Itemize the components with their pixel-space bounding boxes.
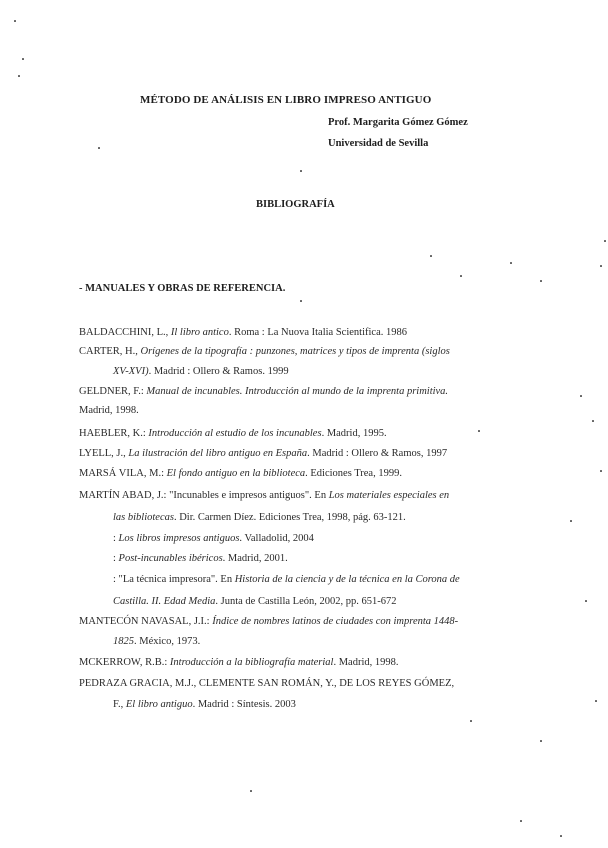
reference-line — [113, 553, 288, 564]
reference-text: LYELL, J., — [79, 448, 129, 459]
scan-speck — [604, 240, 606, 242]
scan-speck — [600, 470, 602, 472]
reference-text: MCKERROW, R.B.: — [79, 657, 170, 668]
scan-speck — [250, 790, 252, 792]
scan-speck — [540, 740, 542, 742]
scan-speck — [560, 835, 562, 837]
reference-text: . Dir. Carmen Díez. Ediciones Trea, 1998, pág. 63-121. — [173, 512, 406, 523]
reference-title-italic: las bibliotecas — [113, 512, 174, 523]
reference-title-italic: Orígenes de la tipografía : punzones, matrices y tipos de imprenta (siglos — [140, 346, 450, 357]
reference-line — [113, 574, 460, 585]
reference-line — [79, 386, 448, 397]
reference-text: HAEBLER, K.: — [79, 428, 149, 439]
scan-speck — [460, 275, 462, 277]
scan-speck — [14, 20, 16, 22]
reference-line — [113, 533, 314, 544]
reference-title-italic: Il libro antico — [170, 327, 229, 338]
reference-line — [113, 699, 296, 710]
reference-line — [113, 512, 406, 523]
reference-title-italic: Introducción al estudio de los incunables — [148, 428, 322, 439]
scan-speck — [540, 280, 542, 282]
reference-text: . Madrid : Ollero & Ramos. 1999 — [148, 366, 289, 377]
scan-speck — [510, 262, 512, 264]
institution-name: Universidad de Sevilla — [328, 138, 429, 149]
reference-text: . Madrid, 2001. — [222, 553, 288, 564]
reference-text: GELDNER, F.: — [79, 386, 147, 397]
reference-text: . Madrid, 1998. — [333, 657, 399, 668]
reference-text: CARTER, H., — [79, 346, 141, 357]
reference-title-italic: Castilla. II. Edad Media — [113, 596, 216, 607]
scan-speck — [570, 520, 572, 522]
reference-text: . Junta de Castilla León, 2002, pp. 651-672 — [215, 596, 397, 607]
scan-speck — [580, 395, 582, 397]
reference-line — [113, 636, 200, 647]
reference-line — [79, 468, 402, 479]
reference-text: MARSÁ VILA, M.: — [79, 468, 167, 479]
reference-text: . Ediciones Trea, 1999. — [305, 468, 402, 479]
scan-speck — [592, 420, 594, 422]
reference-title-italic: El fondo antiguo en la biblioteca — [166, 468, 306, 479]
scan-speck — [22, 58, 24, 60]
scan-speck — [300, 300, 302, 302]
reference-line — [79, 616, 458, 627]
reference-line — [79, 346, 450, 357]
reference-text: . México, 1973. — [134, 636, 201, 647]
reference-line — [79, 657, 399, 668]
reference-text: MARTÍN ABAD, J.: "Incunables e impresos antiguos". En — [79, 490, 329, 501]
reference-text: . Valladolid, 2004 — [239, 533, 314, 544]
reference-line — [79, 678, 454, 689]
reference-text: F., — [113, 699, 126, 710]
reference-title-italic: Historia de la ciencia y de la técnica en la Corona de — [234, 574, 460, 585]
reference-text: Madrid, 1998. — [79, 405, 139, 416]
reference-line — [79, 428, 387, 439]
reference-text: BALDACCHINI, L., — [79, 327, 171, 338]
scan-speck — [595, 700, 597, 702]
reference-text: PEDRAZA GRACIA, M.J., CLEMENTE SAN ROMÁN, Y., DE LOS REYES GÓMEZ, — [79, 678, 455, 689]
scan-speck — [18, 75, 20, 77]
reference-line — [113, 596, 396, 607]
reference-title-italic: La ilustración del libro antiguo en España — [128, 448, 308, 459]
scan-speck — [478, 430, 480, 432]
scan-speck — [470, 720, 472, 722]
reference-line — [79, 448, 447, 459]
scan-speck — [600, 265, 602, 267]
scan-speck — [98, 147, 100, 149]
reference-title-italic: Introducción a la bibliografía material — [169, 657, 334, 668]
reference-line — [79, 490, 449, 501]
reference-title-italic: Post-incunables ibéricos — [118, 553, 223, 564]
reference-line — [79, 405, 139, 416]
scan-speck — [585, 600, 587, 602]
scan-speck — [430, 255, 432, 257]
reference-text: : — [113, 533, 119, 544]
scan-speck — [520, 820, 522, 822]
bibliography-heading: BIBLIOGRAFÍA — [256, 199, 335, 210]
reference-text: MANTECÓN NAVASAL, J.I.: — [79, 616, 213, 627]
reference-text: : "La técnica impresora". En — [113, 574, 235, 585]
reference-title-italic: XV-XVI) — [113, 366, 149, 377]
reference-title-italic: Manual de incunables. Introducción al mundo de la imprenta primitiva. — [146, 386, 449, 397]
reference-text: . Roma : La Nuova Italia Scientifica. 1986 — [228, 327, 407, 338]
scan-speck — [300, 170, 302, 172]
reference-title-italic: El libro antiguo — [125, 699, 193, 710]
section-title: - MANUALES Y OBRAS DE REFERENCIA. — [79, 283, 286, 294]
reference-title-italic: Los libros impresos antiguos — [118, 533, 240, 544]
reference-title-italic: Los materiales especiales en — [328, 490, 450, 501]
reference-line — [113, 366, 289, 377]
document-title: MÉTODO DE ANÁLISIS EN LIBRO IMPRESO ANTIGUO — [140, 94, 432, 106]
reference-text: : — [113, 553, 119, 564]
reference-line — [79, 327, 407, 338]
author-name: Prof. Margarita Gómez Gómez — [328, 117, 468, 128]
reference-text: . Madrid : Ollero & Ramos, 1997 — [307, 448, 448, 459]
reference-title-italic: 1825 — [113, 636, 134, 647]
reference-title-italic: Índice de nombres latinos de ciudades con imprenta 1448- — [212, 616, 459, 627]
reference-text: . Madrid, 1995. — [321, 428, 387, 439]
reference-text: . Madrid : Síntesis. 2003 — [192, 699, 296, 710]
